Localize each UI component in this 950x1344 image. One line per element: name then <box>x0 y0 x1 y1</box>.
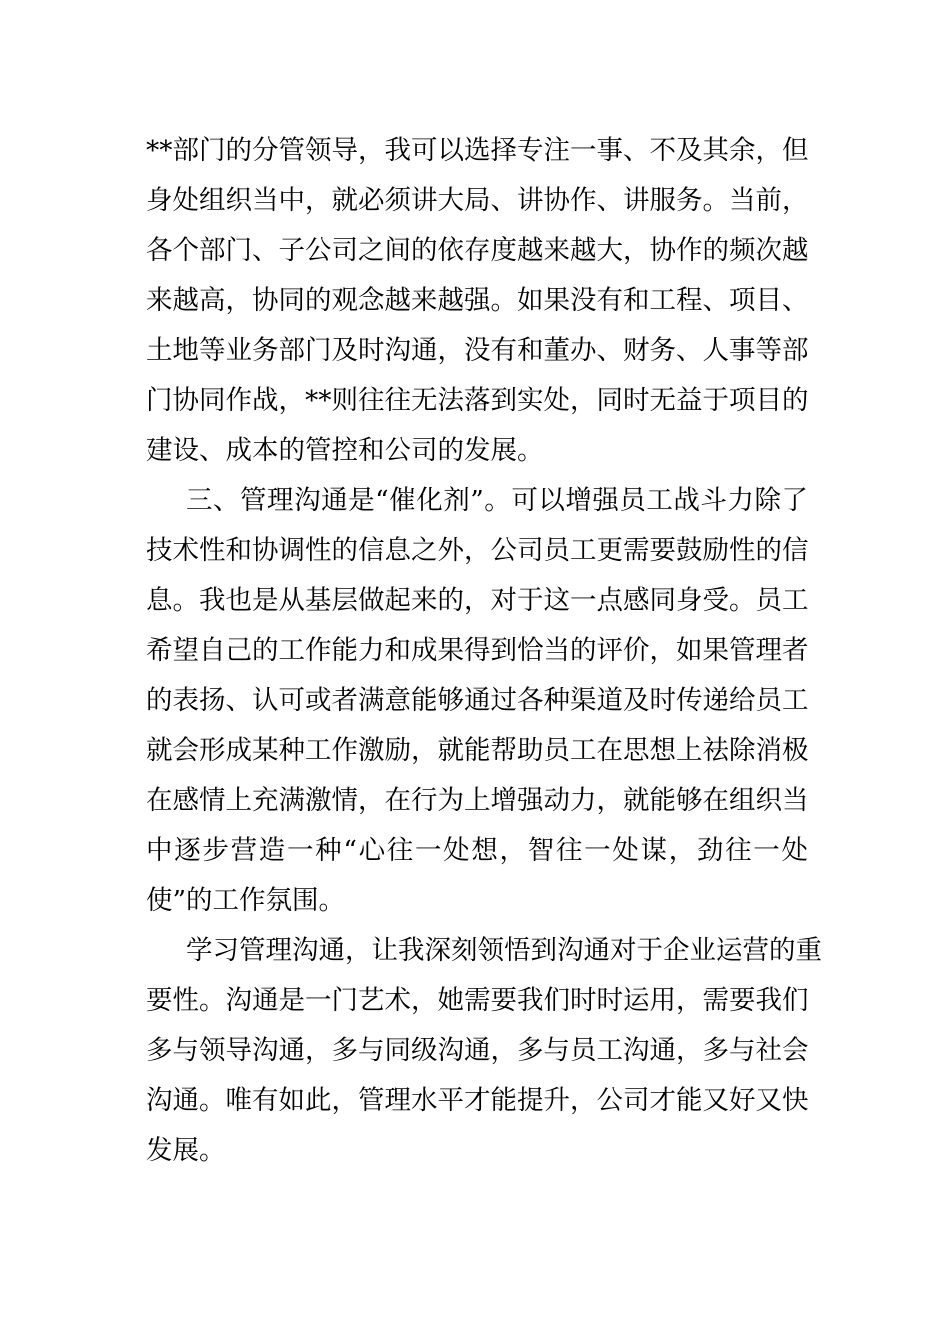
paragraph-3-line-5: 发展。 <box>146 1135 226 1166</box>
paragraph-1-line-2: 身处组织当中，就必须讲大局、讲协作、讲服务。当前， <box>146 185 809 216</box>
paragraph-2-line-7: 在感情上充满激情，在行为上增强动力，就能够在组织当 <box>146 785 809 816</box>
paragraph-1-line-5: 土地等业务部门及时沟通，没有和董办、财务、人事等部 <box>146 335 809 366</box>
paragraph-2-line-8: 中逐步营造一种“心往一处想，智往一处谋，劲往一处 <box>146 835 808 866</box>
paragraph-2-line-6: 就会形成某种工作激励，就能帮助员工在思想上祛除消极 <box>146 735 809 766</box>
paragraph-3-line-3: 多与领导沟通，多与同级沟通，多与员工沟通，多与社会 <box>146 1035 809 1066</box>
paragraph-2-line-4: 希望自己的工作能力和成果得到恰当的评价，如果管理者 <box>146 635 809 666</box>
paragraph-2-line-2: 技术性和协调性的信息之外，公司员工更需要鼓励性的信 <box>146 535 809 566</box>
paragraph-1-line-7: 建设、成本的管控和公司的发展。 <box>146 435 544 466</box>
paragraph-2-line-1: 三、管理沟通是“催化剂”。可以增强员工战斗力除了 <box>186 485 808 516</box>
paragraph-1-line-3: 各个部门、子公司之间的依存度越来越大，协作的频次越 <box>146 235 809 266</box>
paragraph-3-line-2: 要性。沟通是一门艺术，她需要我们时时运用，需要我们 <box>146 985 809 1016</box>
paragraph-3-line-1: 学习管理沟通，让我深刻领悟到沟通对于企业运营的重 <box>186 935 822 966</box>
paragraph-2-line-9: 使”的工作氛围。 <box>146 885 346 916</box>
paragraph-2-line-5: 的表扬、认可或者满意能够通过各种渠道及时传递给员工 <box>146 685 809 716</box>
paragraph-3-line-4: 沟通。唯有如此，管理水平才能提升，公司才能又好又快 <box>146 1085 809 1116</box>
paragraph-2-line-3: 息。我也是从基层做起来的，对于这一点感同身受。员工 <box>146 585 809 616</box>
paragraph-1-line-6: 门协同作战，**则往往无法落到实处，同时无益于项目的 <box>146 385 809 416</box>
paragraph-1-line-1: **部门的分管领导，我可以选择专注一事、不及其余，但 <box>146 135 809 166</box>
paragraph-1-line-4: 来越高，协同的观念越来越强。如果没有和工程、项目、 <box>146 285 809 316</box>
